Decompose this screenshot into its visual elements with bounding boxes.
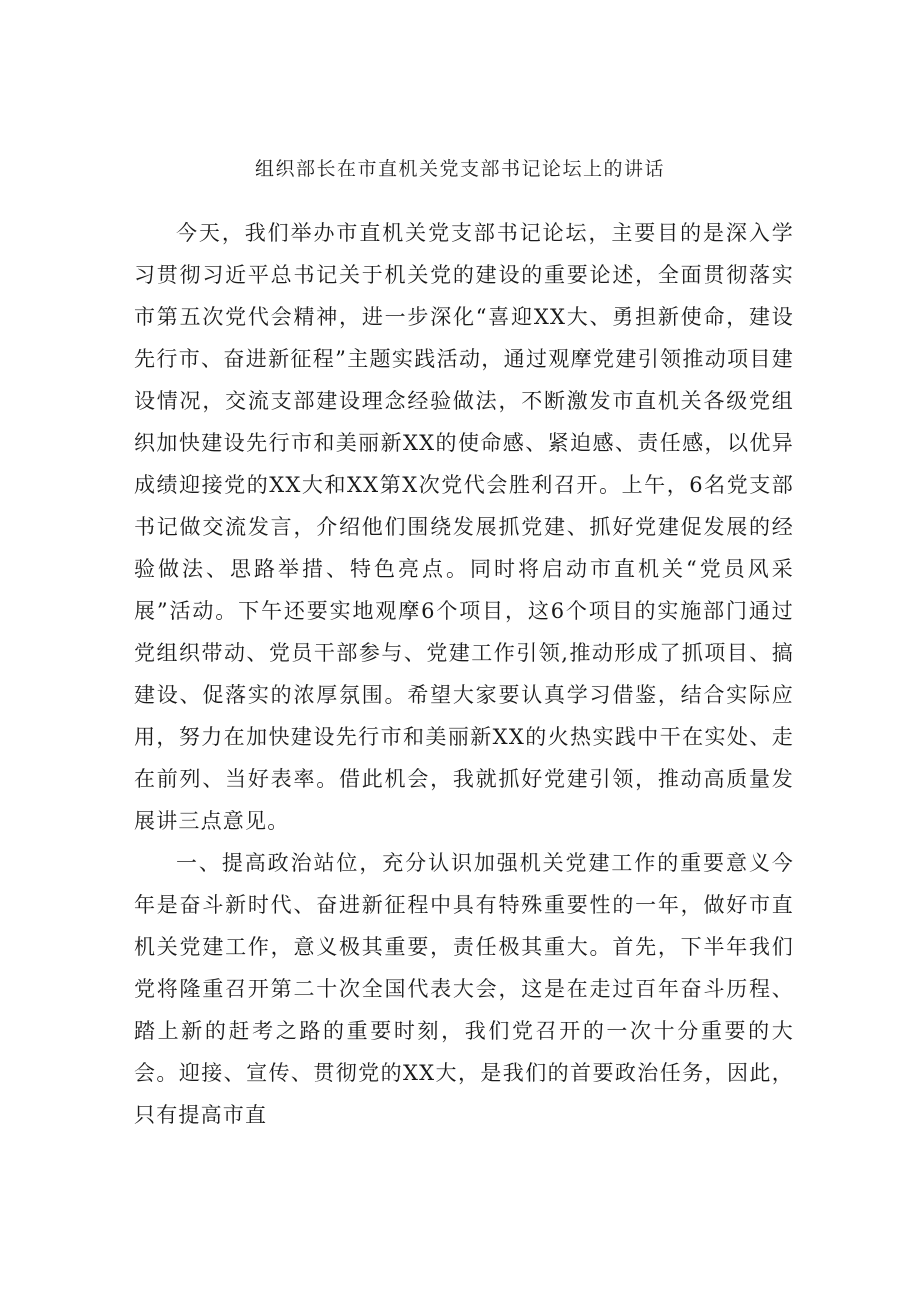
document-body <box>134 212 794 1136</box>
document-title: 组织部长在市直机关党支部书记论坛上的讲话 <box>254 158 665 180</box>
paragraph-section-one: 一、提高政治站位，充分认识加强机关党建工作的重要意义今年是奋斗新时代、奋进新征程中具有特殊重要性的一年，做好市直机关党建工作，意义极其重要，责任极其重大。首先，下半年我们党将隆重召开第二十次全国代表大会，这是在走过百年奋斗历程、踏上新的赶考之路的重要时刻，我们党召开的一次十分重要的大会。迎接、宣传、贯彻党的XX大，是我们的首要政治任务，因此，只有提高市直 <box>134 851 794 1127</box>
paragraph-opening: 今天，我们举办市直机关党支部书记论坛，主要目的是深入学习贯彻习近平总书记关于机关党的建设的重要论述，全面贯彻落实市第五次党代会精神，进一步深化“喜迎XX大、勇担新使命，建设先行市、奋进新征程”主题实践活动，通过观摩党建引领推动项目建设情况，交流支部建设理念经验做法，不断激发市直机关各级党组织加快建设先行市和美丽新XX的使命感、紧迫感、责任感，以优异成绩迎接党的XX大和XX第X次党代会胜利召开。上午，6名党支部书记做交流发言，介绍他们围绕发展抓党建、抓好党建促发展的经验做法、思路举措、特色亮点。同时将启动市直机关“党员风采展”活动。下午还要实地观摩6个项目，这6个项目的实施部门通过党组织带动、党员干部参与、党建工作引领,推动形成了抓项目、搞建设、促落实的浓厚氛围。希望大家要认真学习借鉴，结合实际应用，努力在加快建设先行市和美丽新XX的火热实践中干在实处、走在前列、当好表率。借此机会，我就抓好党建引领，推动高质量发展讲三点意见。 <box>134 221 794 833</box>
